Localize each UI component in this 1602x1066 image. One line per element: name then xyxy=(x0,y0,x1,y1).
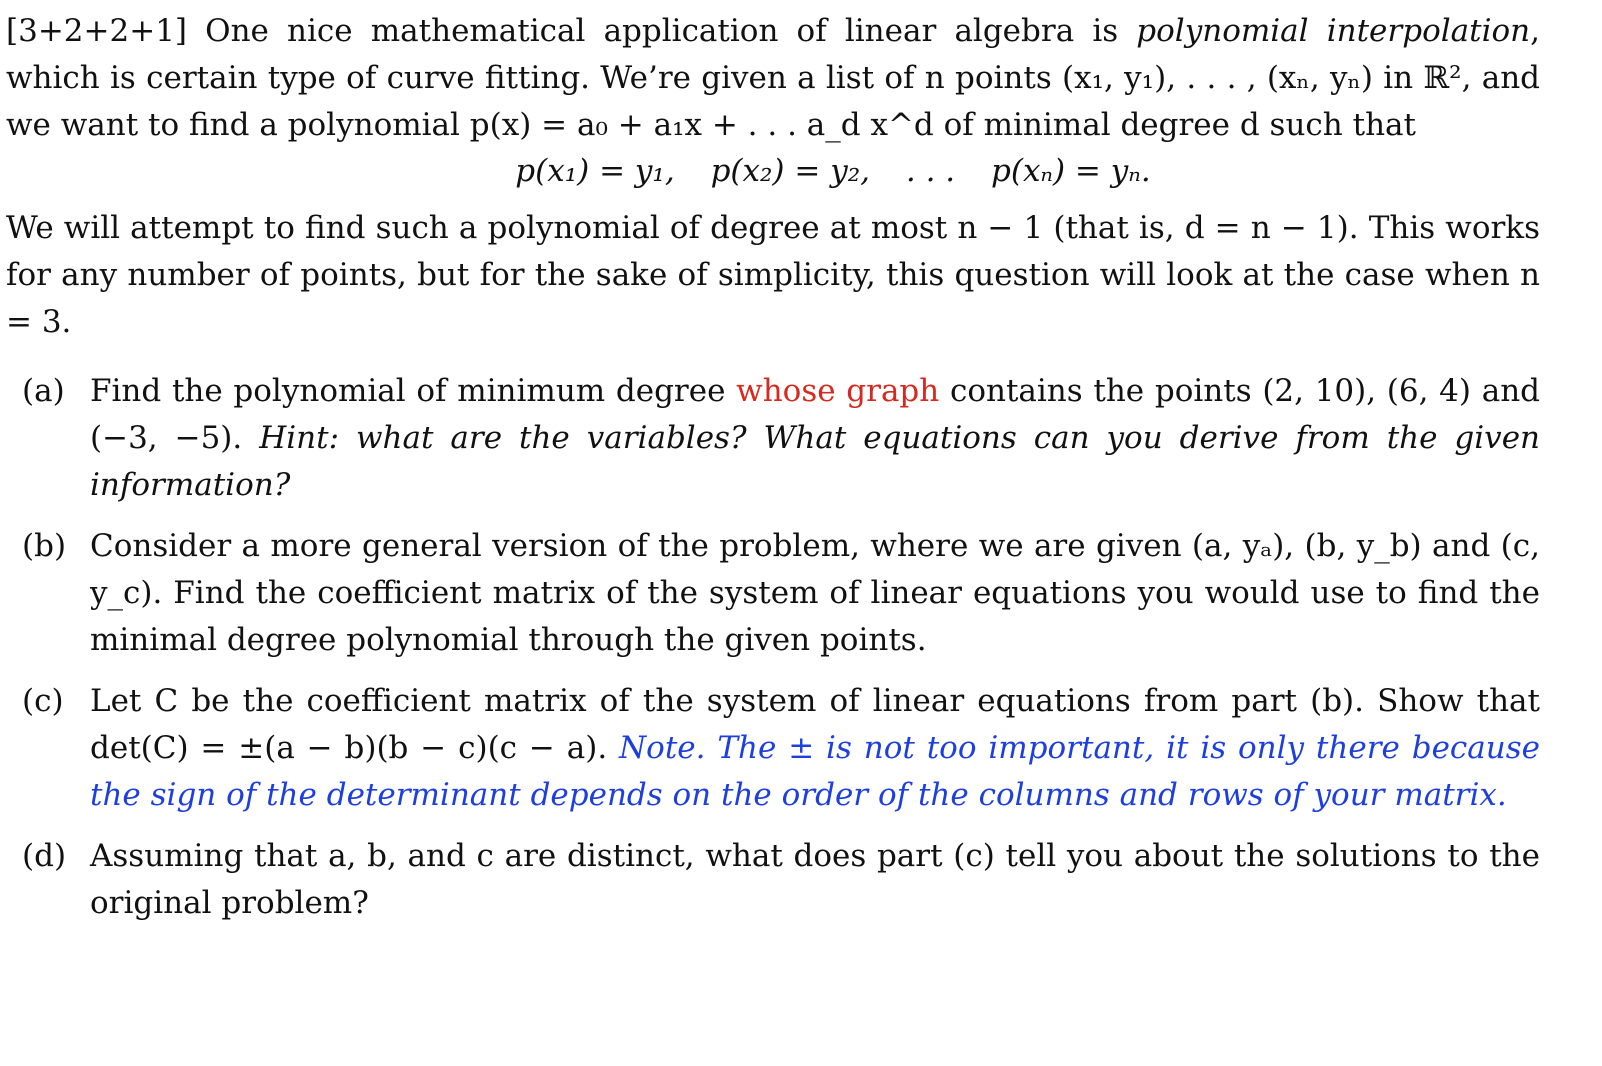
part-c-label: (c) xyxy=(22,683,64,719)
part-b xyxy=(6,523,1540,664)
parts-list xyxy=(6,368,1540,927)
part-a-hint: Hint: what are the variables? What equations can you derive from the given information? xyxy=(90,420,1541,503)
part-a-text-1: Find the polynomial of minimum degree xyxy=(90,373,737,409)
equation-1: p(x₁) = y₁, xyxy=(515,153,675,189)
part-a-label: (a) xyxy=(22,373,65,409)
equation-2: p(x₂) = y₂, xyxy=(710,153,870,189)
part-a xyxy=(6,368,1540,509)
intro-text-2: , which is certain type of curve fitting. We’re given a list of n points (x₁, y₁), . . . , (xₙ, yₙ) in ℝ², and we want to find a polynomial p(x) = a₀ + a₁x + . . . a_d x^d of minimal degree d such that xyxy=(6,13,1540,143)
part-c-note: Note. The ± is not too important, it is only there because the sign of the determinant depends on the order of the columns and rows of your matrix. xyxy=(90,730,1540,813)
part-a-text-2: contains the points (2, 10), (6, 4) and (−3, −5). xyxy=(90,373,1541,456)
problem-intro xyxy=(6,8,1540,149)
equation-ellipsis: . . . xyxy=(905,153,956,189)
display-equations xyxy=(6,153,1540,189)
part-d-text: Assuming that a, b, and c are distinct, what does part (c) tell you about the solutions to the original problem? xyxy=(90,838,1540,921)
intro-text-1: [3+2+2+1] One nice mathematical application of linear algebra is xyxy=(6,13,1137,49)
equation-n: p(xₙ) = yₙ. xyxy=(991,153,1151,189)
part-b-text: Consider a more general version of the problem, where we are given (a, yₐ), (b, y_b) and (c, y_c). Find the coefficient matrix of the system of linear equations you would use to find the minimal degree polynomial through the given points. xyxy=(90,528,1540,658)
part-d-label: (d) xyxy=(22,838,67,874)
part-b-label: (b) xyxy=(22,528,67,564)
problem-paragraph-2: We will attempt to find such a polynomial of degree at most n − 1 (that is, d = n − 1). This works for any number of points, but for the sake of simplicity, this question will look at the case when n = 3. xyxy=(6,210,1540,340)
part-c xyxy=(6,678,1540,819)
part-a-highlight: whose graph xyxy=(736,373,940,409)
intro-emphasis: polynomial interpolation xyxy=(1136,13,1531,49)
part-c-text: Let C be the coefficient matrix of the system of linear equations from part (b). Show that det(C) = ±(a − b)(b − c)(c − a). xyxy=(90,683,1540,766)
part-d xyxy=(6,833,1540,927)
